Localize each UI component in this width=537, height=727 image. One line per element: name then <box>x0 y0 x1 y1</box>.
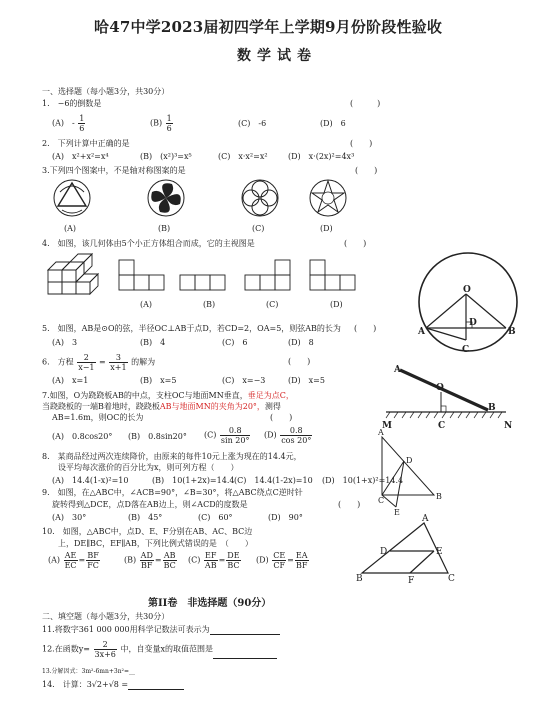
q7-label-m: M <box>382 421 392 431</box>
q5-option-c: (C) 6 <box>222 338 248 347</box>
q4-label-d: (D) <box>330 300 343 309</box>
q2-option-c: (C) x·x²=x² <box>218 152 268 161</box>
q2-option-d: (D) x·(2x)²=4x³ <box>288 152 355 161</box>
question-13: 13.分解因式：3m²-6mn+3n²=__ <box>42 668 135 675</box>
q3-paren: ( ) <box>355 166 378 175</box>
q7-option-d: (D) $\frac{0.8}{\cos 20^\circ}$ <box>264 426 312 445</box>
q7-line-1: 7.如图，O为跷跷板AB的中点，支柱OC与地面MN垂直，垂足为点C， <box>42 391 294 400</box>
q1-a-fraction: $\frac{1}{6}$ <box>79 114 85 133</box>
q5-option-a: (A) 3 <box>52 338 78 347</box>
q5-circle-figure <box>418 252 518 362</box>
q10-label-f: F <box>408 576 415 586</box>
q3-stem: 3.下列四个图案中，不是轴对称图案的是 <box>42 166 186 175</box>
q5-stem: 5. 如图，AB是⊙O的弦，半径OC⊥AB于点D，若CD=2，OA=5，则弦AB的长为 <box>42 324 341 333</box>
q10-label-e: E <box>436 547 443 557</box>
q9-label-a: A <box>378 428 384 437</box>
q7-line-2: 当跷跷板的一端B着地时，跷跷板AB与地面MN的夹角为20°，测得 <box>42 402 281 411</box>
q6-option-a: (A) x=1 <box>52 376 89 385</box>
q9-triangle-figure <box>378 428 448 517</box>
q5-option-d: (D) 8 <box>288 338 314 347</box>
q9-option-c: (C) 60° <box>198 513 233 522</box>
q1-option-a <box>52 114 86 133</box>
q5-label-d: D <box>469 318 477 328</box>
exam-subject: 数学试卷 <box>237 48 317 64</box>
q3-pattern-b <box>146 178 186 218</box>
q1-paren: ( ) <box>350 99 381 108</box>
q1-b-label: (B) <box>150 118 163 128</box>
q4-solid <box>48 252 114 296</box>
q1-option-c: (C) -6 <box>238 119 267 128</box>
q9-label-d: D <box>406 456 413 465</box>
q10-label-d: D <box>380 547 388 557</box>
q8-option-c: (C) 14.4(1-2x)=10 <box>234 476 313 485</box>
q7-label-b: B <box>488 403 496 413</box>
q10-line-1: 10. 如图，△ABC中，点D、E、F分别在AB、AC、BC边 <box>42 527 253 536</box>
q9-line-1: 9. 如图，在△ABC中，∠ACB=90°，∠B=30°，将△ABC绕点C逆时针 <box>42 488 303 497</box>
q7-option-b: (B) 0.8sin20° <box>128 432 187 441</box>
q9-option-a: (A) 30° <box>52 513 87 522</box>
q2-option-b: (B) (x²)³=x⁵ <box>140 152 192 161</box>
q3-pattern-c <box>240 178 280 218</box>
q7-line-3: AB=1.6m，则OC的长为 <box>52 413 144 422</box>
q4-view-d <box>310 260 372 294</box>
q4-view-b <box>180 260 242 294</box>
q4-view-c <box>245 260 307 294</box>
exam-title: 哈47中学2023届初四学年上学期9月份阶段性验收 <box>94 18 443 36</box>
q10-triangle-figure <box>356 514 458 587</box>
q7-option-c: (C) $\frac{0.8}{\sin 20^\circ}$ <box>204 426 250 445</box>
q3-label-b: (B) <box>158 224 171 233</box>
q3-pattern-a <box>52 178 92 218</box>
q7-label-o: O <box>436 383 444 393</box>
q6-option-c: (C) x=−3 <box>222 376 266 385</box>
q2-option-a: (A) x²+x²=x⁴ <box>52 152 109 161</box>
q8-line-1: 8. 某商品经过两次连续降价，由原来的每件10元上涨为现在的14.4元， <box>42 452 302 461</box>
q2-paren: ( ) <box>350 139 373 148</box>
q8-option-b: (B) 10(1+2x)=14.4 <box>152 476 235 485</box>
q10-label-c: C <box>448 574 455 584</box>
q10-line-2: 上，DE∥BC，EF∥AB，下列比例式错误的是 （ ） <box>58 539 253 548</box>
q1-a-label: (A) - <box>52 118 75 128</box>
q7-label-n: N <box>504 421 513 431</box>
q7-label-c: C <box>438 421 446 431</box>
section-title-part2: 第II卷 非选择题（90分） <box>148 598 272 609</box>
q5-option-b: (B) 4 <box>140 338 166 347</box>
q7-option-a: (A) 0.8cos20° <box>52 432 113 441</box>
q6-paren: ( ) <box>288 357 311 366</box>
q9-label-c: C <box>378 496 385 505</box>
q10-label-b: B <box>356 574 363 584</box>
q5-paren: ( ) <box>354 324 377 333</box>
q1-option-b <box>150 114 174 133</box>
q10-option-d: (D) $\frac{CE}{CF}$ = $\frac{EA}{BF}$ <box>256 551 308 570</box>
q5-label-o: O <box>463 285 471 295</box>
q3-pattern-d <box>308 178 348 218</box>
question-12: 12.在函数y= $\frac{2}{3x+6}$ 中，自变量x的取值范围是 <box>42 640 277 659</box>
section-heading-fill: 二、填空题（每小题3分，共30分） <box>42 612 170 621</box>
q5-label-b: B <box>508 327 516 337</box>
q1-b-fraction: $\frac{1}{6}$ <box>166 114 172 133</box>
question-11: 11.将数字361 000 000用科学记数法可表示为 <box>42 625 280 635</box>
q10-option-b: (B) $\frac{AD}{BF}$ = $\frac{AB}{BC}$ <box>124 551 176 570</box>
q9-label-b: B <box>436 492 442 501</box>
q8-line-2: 设平均每次涨价的百分比为x，则可列方程（ ） <box>58 463 239 472</box>
q7-paren: ( ) <box>270 413 293 422</box>
q6-option-d: (D) x=5 <box>288 376 325 385</box>
q3-label-d: (D) <box>320 224 333 233</box>
q2-stem: 2. 下列计算中正确的是 <box>42 139 130 148</box>
q9-label-e: E <box>394 508 400 517</box>
section-heading-choice: 一、选择题（每小题3分，共30分） <box>42 87 170 96</box>
question-14: 14. 计算：3√2+√8 = <box>42 680 184 690</box>
q5-label-a: A <box>418 327 425 337</box>
q10-option-c: (C) $\frac{EF}{AB}$ = $\frac{DE}{BC}$ <box>188 551 240 570</box>
q9-option-b: (B) 45° <box>128 513 163 522</box>
q4-label-c: (C) <box>266 300 279 309</box>
q6-option-b: (B) x=5 <box>140 376 177 385</box>
q7-label-a: A <box>394 365 401 375</box>
q7-seesaw-figure <box>378 360 518 430</box>
q4-label-b: (B) <box>203 300 216 309</box>
q4-paren: ( ) <box>344 239 367 248</box>
q3-label-a: (A) <box>64 224 77 233</box>
q9-option-d: (D) 90° <box>268 513 303 522</box>
q5-label-c: C <box>462 345 470 355</box>
q8-option-a: (A) 14.4(1-x)²=10 <box>52 476 129 485</box>
q10-label-a: A <box>422 514 429 524</box>
q10-option-a: (A) $\frac{AE}{EC}$ = $\frac{BF}{FC}$ <box>48 551 99 570</box>
q4-view-a <box>119 260 181 294</box>
q9-line-2: 旋转得到△DCE，点D落在AB边上，则∠ACD的度数是 <box>52 500 248 509</box>
q8-option-d: (D) 10(1+x)²=14.4 <box>322 476 404 485</box>
q9-paren: ( ) <box>338 500 361 509</box>
q4-stem: 4. 如图，该几何体由5个小正方体组合而成，它的主视图是 <box>42 239 255 248</box>
q3-label-c: (C) <box>252 224 265 233</box>
q4-label-a: (A) <box>140 300 153 309</box>
q1-stem: 1. −6的倒数是 <box>42 99 102 108</box>
q6-stem: 6. 方程 $\frac{2}{x-1}$ = $\frac{3}{x+1}$ 的解为 <box>42 353 156 372</box>
q1-option-d: (D) 6 <box>320 119 346 128</box>
